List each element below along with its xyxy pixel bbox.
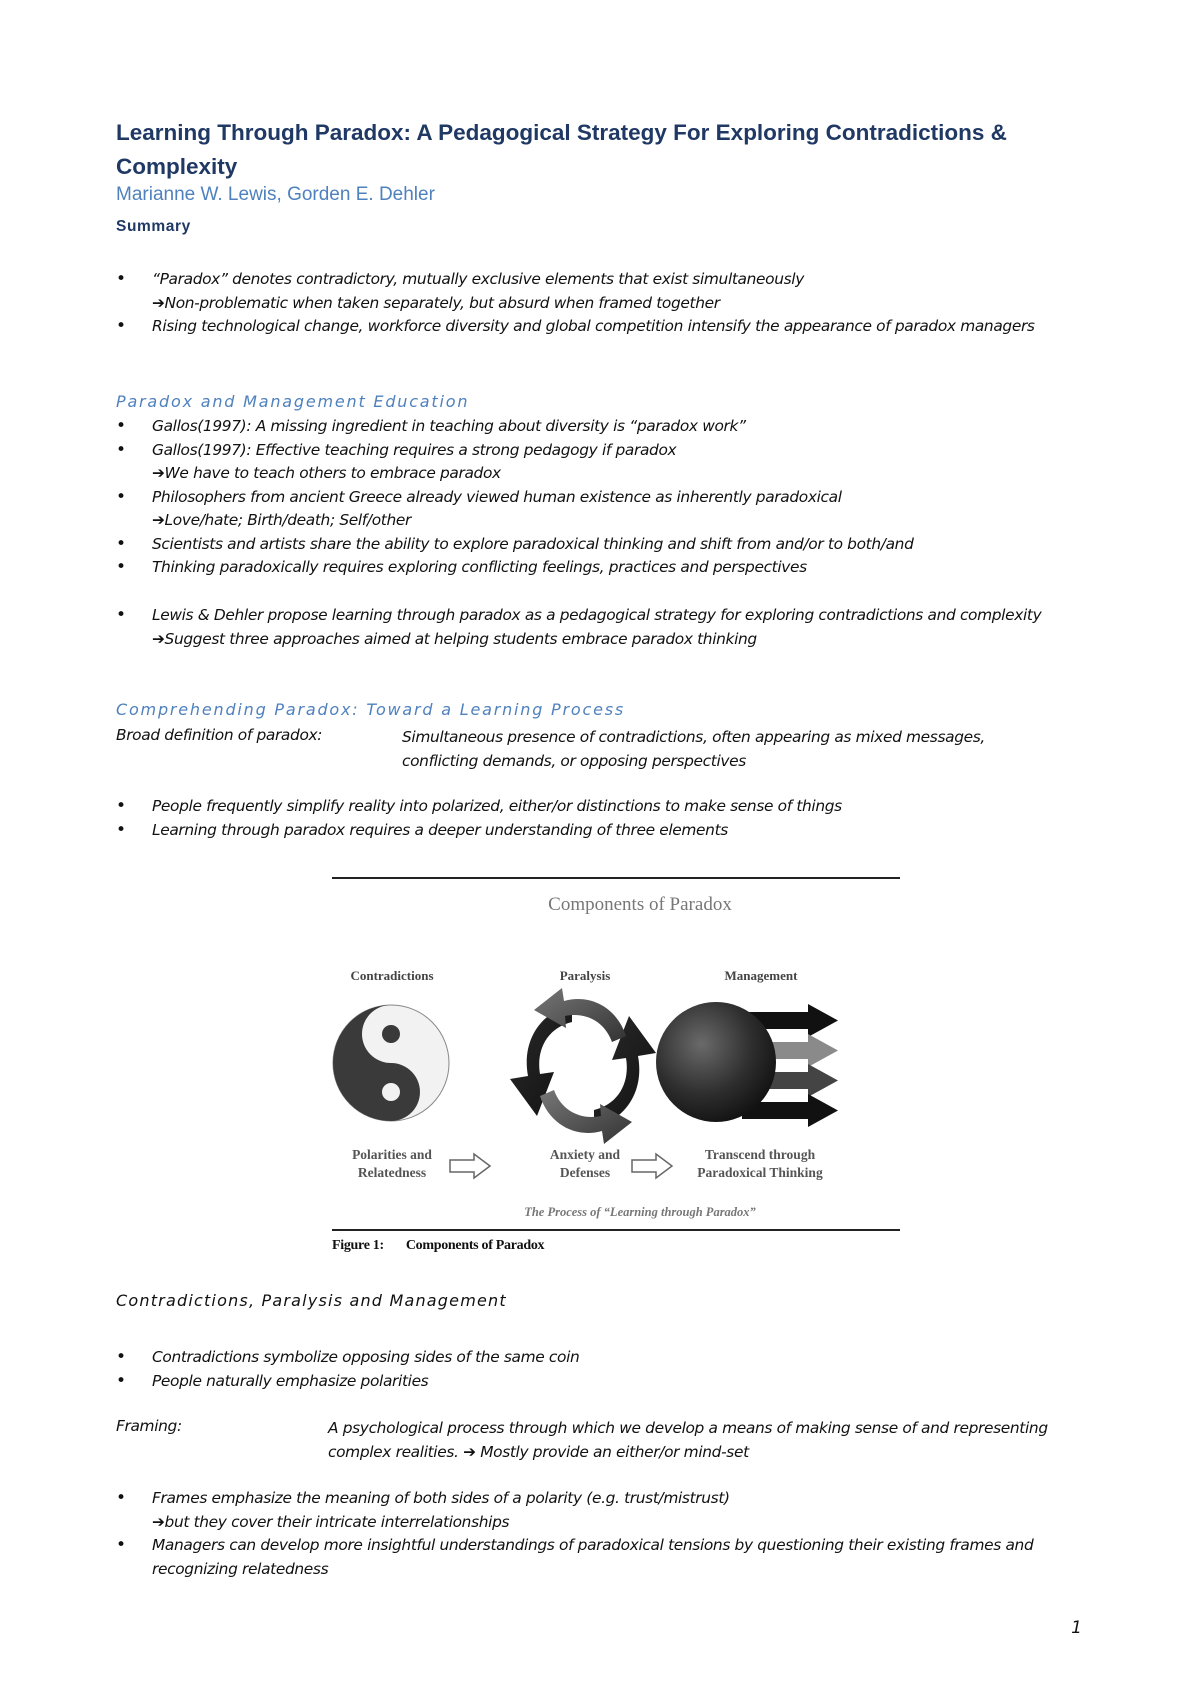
list-item [116, 533, 1076, 557]
list-item-sub-text: We have to teach others to embrace paradox [164, 464, 501, 482]
col3-label-line1: Transcend through [704, 1147, 816, 1162]
list-item-text: People naturally emphasize polarities [152, 1371, 429, 1390]
list-item-text: Managers can develop more insightful understandings of paradoxical tensions by questioning their existing frames and recognizing relatedness [152, 1536, 1034, 1578]
components-of-paradox-figure [332, 876, 900, 1232]
page-number: 1 [1071, 1618, 1082, 1638]
list-item-sub-text: but they cover their intricate interrelationships [164, 1512, 510, 1531]
col-heading-contradictions: Contradictions [350, 968, 434, 983]
list-item-text: Scientists and artists share the ability to explore paradoxical thinking and shift from and/or to both/and [152, 534, 914, 553]
list-item [116, 1346, 1076, 1370]
list-item-sub-text: Non-problematic when taken separately, but absurd when framed together [164, 293, 720, 312]
col3-label-line2: Paradoxical Thinking [697, 1165, 823, 1180]
list-item [116, 439, 1076, 486]
list-item-sub-text: Suggest three approaches aimed at helping students embrace paradox thinking [164, 629, 757, 648]
list-item-text: Philosophers from ancient Greece already viewed human existence as inherently paradoxical [152, 487, 842, 506]
definition-term: Broad definition of paradox: [116, 726, 323, 744]
col2-label-line1: Anxiety and [549, 1147, 621, 1162]
list-item-sub-text: Love/hate; Birth/death; Self/other [164, 511, 411, 529]
section1-list-b [116, 604, 1076, 651]
list-item-sub [152, 628, 1076, 652]
list-item [116, 1534, 1076, 1581]
definition-text: Simultaneous presence of contradictions, often appearing as mixed messages, conflicting demands, or opposing perspectives [402, 728, 985, 770]
section3-list-b [116, 1487, 1076, 1581]
figure-caption-text: Components of Paradox [405, 1238, 545, 1253]
section1-list-a [116, 415, 1076, 580]
list-item [116, 415, 1076, 439]
right-arrow-icon: ➔ [152, 629, 165, 648]
process-caption: The Process of “Learning through Paradox” [524, 1205, 756, 1219]
figure-title: Components of Paradox [548, 894, 732, 915]
right-arrow-icon: ➔ [152, 1512, 165, 1531]
col1-label-line1: Polarities and [352, 1147, 432, 1162]
list-item-text: Gallos(1997): A missing ingredient in teaching about diversity is “paradox work” [152, 417, 746, 435]
section2-list [116, 795, 1076, 842]
right-arrow-icon: ➔ [152, 464, 165, 482]
transcend-sphere-icon [656, 1002, 838, 1127]
list-item [116, 486, 1076, 533]
section-heading-comprehending-paradox: Comprehending Paradox: Toward a Learning Process [116, 700, 625, 719]
list-item-sub [152, 509, 1076, 533]
right-arrow-icon: ➔ [463, 1442, 476, 1461]
list-item [116, 819, 1076, 843]
list-item-sub [152, 462, 1076, 486]
list-item-text: People frequently simplify reality into polarized, either/or distinctions to make sense of things [152, 797, 842, 815]
col1-label-line2: Relatedness [357, 1165, 427, 1180]
list-item [116, 1487, 1076, 1534]
cycle-arrows-icon [510, 988, 656, 1144]
list-item [116, 604, 1076, 651]
col-heading-management: Management [724, 968, 798, 983]
list-item [116, 1370, 1076, 1394]
definition-text-b: Mostly provide an either/or mind-set [480, 1442, 749, 1461]
list-item-sub [152, 1511, 1076, 1535]
list-item-text: “Paradox” denotes contradictory, mutually exclusive elements that exist simultaneously [152, 270, 804, 288]
framing-definition-row [116, 1417, 1076, 1467]
section-heading-management-education: Paradox and Management Education [116, 392, 470, 411]
list-item-text: Thinking paradoxically requires exploring conflicting feelings, practices and perspectives [152, 558, 807, 576]
list-item [116, 795, 1076, 819]
list-item [116, 556, 1076, 580]
list-item-text: Rising technological change, workforce diversity and global competition intensify the appearance of paradox managers [152, 317, 1035, 335]
list-item-text: Learning through paradox requires a deeper understanding of three elements [152, 820, 728, 839]
figure-caption [332, 1238, 544, 1254]
yin-yang-icon [333, 1005, 449, 1121]
list-item-text: Lewis & Dehler propose learning through paradox as a pedagogical strategy for exploring contradictions and complexity [152, 606, 1042, 624]
definition-term: Framing: [116, 1417, 182, 1435]
right-arrow-icon: ➔ [152, 511, 165, 529]
list-item [116, 268, 1076, 315]
hollow-arrow-icon [450, 1154, 490, 1178]
col-heading-paralysis: Paralysis [559, 968, 611, 983]
list-item-text: Frames emphasize the meaning of both sides of a polarity (e.g. trust/mistrust) [152, 1489, 730, 1507]
list-item-text: Contradictions symbolize opposing sides of the same coin [152, 1348, 580, 1366]
definition-text-a: A psychological process through which we develop a means of making sense of and representing complex realities. [328, 1419, 1048, 1461]
definition-row [116, 726, 1076, 776]
document-title: Learning Through Paradox: A Pedagogical Strategy For Exploring Contradictions & Complexity [116, 120, 1007, 179]
definition-text [328, 1417, 1058, 1464]
list-item-text: Gallos(1997): Effective teaching requires a strong pedagogy if paradox [152, 440, 677, 459]
summary-label: Summary [116, 218, 191, 235]
figure-caption-number: Figure 1: [332, 1238, 384, 1253]
document-authors: Marianne W. Lewis, Gorden E. Dehler [116, 184, 435, 205]
right-arrow-icon: ➔ [152, 293, 165, 312]
section3-list-a [116, 1346, 1076, 1393]
summary-list [116, 268, 1076, 339]
list-item [116, 315, 1076, 339]
list-item-sub [152, 292, 1076, 316]
col2-label-line2: Defenses [559, 1165, 611, 1180]
section-heading-contradictions-paralysis-management: Contradictions, Paralysis and Management [116, 1291, 507, 1310]
hollow-arrow-icon [632, 1154, 672, 1178]
